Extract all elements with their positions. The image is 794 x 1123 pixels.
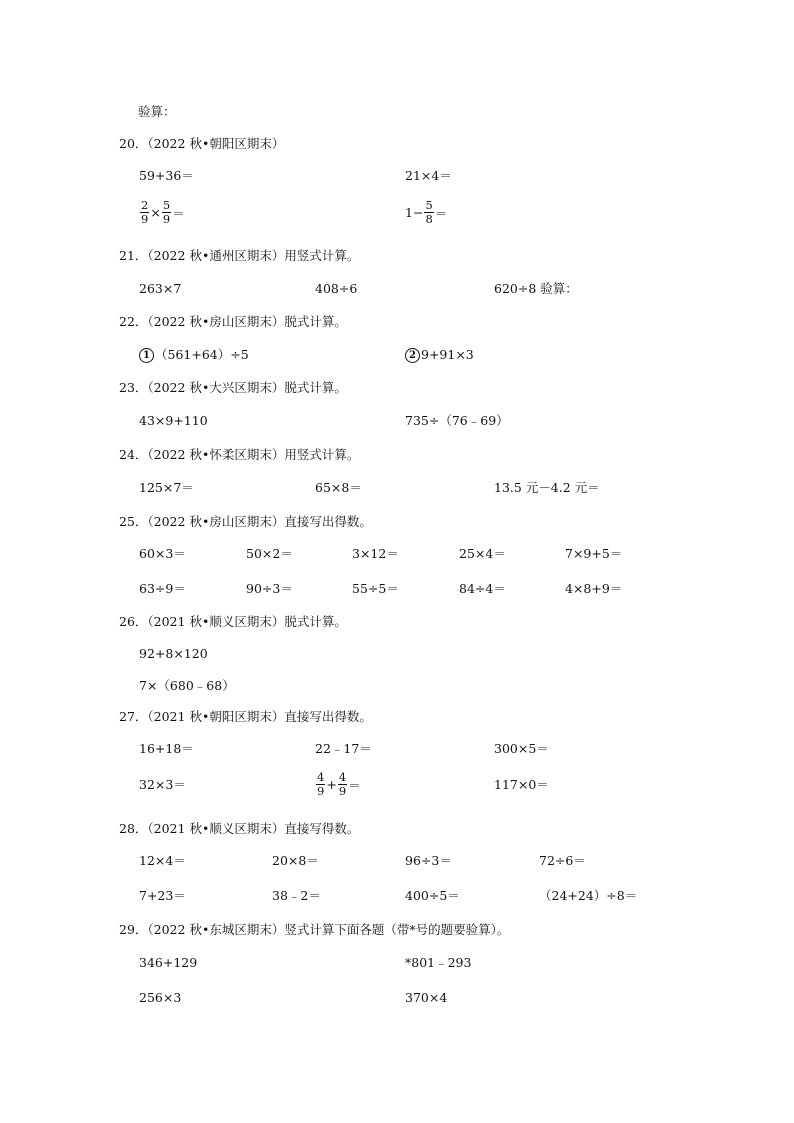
- fraction: $\frac{2}{9}$: [141, 198, 149, 226]
- fraction: $\frac{4}{9}$: [317, 770, 325, 798]
- q28-row2-item-3: 400÷5＝: [405, 888, 460, 903]
- q29-row1-item-1: 346+129: [139, 955, 198, 970]
- q25-row2-item-3: 55÷5＝: [352, 581, 399, 596]
- q20-item-2: 21×4＝: [405, 168, 452, 183]
- q25-row2-item-5: 4×8+9＝: [565, 581, 623, 596]
- q29-row2-item-2: 370×4: [405, 990, 448, 1005]
- q27-row1-item-2: 22﹣17＝: [315, 741, 372, 756]
- question-20-title: 20．（2022 秋•朝阳区期末）: [119, 136, 285, 151]
- q27-fraction-expr: [315, 771, 361, 798]
- q21-item-2: 408÷6: [315, 281, 358, 296]
- q23-item-1: 43×9+110: [139, 413, 208, 428]
- q28-row2-item-1: 7+23＝: [139, 888, 186, 903]
- q29-row1-item-2: *801﹣293: [405, 955, 472, 970]
- equals-sign: ＝: [434, 205, 448, 221]
- question-26-title: 26．（2021 秋•顺义区期末）脱式计算。: [119, 614, 347, 629]
- q26-item-2: 7×（680﹣68）: [139, 678, 235, 693]
- q27-row2-item-3: 117×0＝: [494, 777, 549, 792]
- operator: ×: [150, 205, 161, 220]
- q25-row1-item-2: 50×2＝: [246, 546, 293, 561]
- q28-row1-item-3: 96÷3＝: [405, 853, 452, 868]
- whole-number-minus: 1−: [405, 205, 424, 220]
- q24-item-3: 13.5 元－4.2 元＝: [494, 480, 600, 495]
- q26-item-1: 92+8×120: [139, 646, 208, 661]
- circled-number-1: 1: [139, 348, 154, 363]
- equals-sign: ＝: [348, 777, 361, 793]
- q25-row1-item-5: 7×9+5＝: [565, 546, 623, 561]
- fraction: $\frac{5}{9}$: [162, 198, 171, 226]
- q22-item-2: [405, 347, 474, 363]
- q22-expr-2: 9+91×3: [421, 347, 474, 362]
- q28-row1-item-1: 12×4＝: [139, 853, 186, 868]
- q28-row2-item-2: 38﹣2＝: [272, 888, 321, 903]
- question-23-title: 23．（2022 秋•大兴区期末）脱式计算。: [119, 380, 347, 395]
- q22-item-1: [139, 347, 249, 363]
- question-29-title: 29．（2022 秋•东城区期末）竖式计算下面各题（带*号的题要验算）。: [119, 922, 510, 937]
- q20-fraction-expr-2: [405, 199, 447, 226]
- fraction: $\frac{5}{8}$: [425, 198, 433, 226]
- q21-item-1: 263×7: [139, 281, 182, 296]
- q25-row1-item-3: 3×12＝: [352, 546, 399, 561]
- equals-sign: ＝: [172, 205, 185, 221]
- q28-row2-item-4: （24+24）÷8＝: [539, 888, 638, 903]
- question-25-title: 25．（2022 秋•房山区期末）直接写出得数。: [119, 514, 372, 529]
- circled-number-2: 2: [405, 348, 420, 363]
- q27-row2-item-1: 32×3＝: [139, 777, 186, 792]
- question-24-title: 24．（2022 秋•怀柔区期末）用竖式计算。: [119, 447, 360, 462]
- q25-row2-item-1: 63÷9＝: [139, 581, 186, 596]
- question-21-title: 21．（2022 秋•通州区期末）用竖式计算。: [119, 248, 360, 263]
- q28-row1-item-2: 20×8＝: [272, 853, 319, 868]
- q23-item-2: 735÷（76﹣69）: [405, 413, 509, 428]
- question-28-title: 28．（2021 秋•顺义区期末）直接写得数。: [119, 821, 360, 836]
- q21-item-3: 620÷8 验算：: [494, 281, 578, 296]
- q20-item-1: 59+36＝: [139, 168, 194, 183]
- q25-row1-item-1: 60×3＝: [139, 546, 186, 561]
- q24-item-1: 125×7＝: [139, 480, 194, 495]
- q25-row2-item-4: 84÷4＝: [459, 581, 506, 596]
- q28-row1-item-4: 72÷6＝: [539, 853, 586, 868]
- q22-expr-1: （561+64）÷5: [155, 347, 249, 362]
- q27-row1-item-1: 16+18＝: [139, 741, 194, 756]
- q27-row1-item-3: 300×5＝: [494, 741, 549, 756]
- q20-fraction-expr-1: [139, 199, 185, 226]
- check-label: 验算：: [138, 104, 176, 119]
- operator: +: [326, 777, 337, 792]
- question-27-title: 27．（2021 秋•朝阳区期末）直接写出得数。: [119, 709, 372, 724]
- q24-item-2: 65×8＝: [315, 480, 362, 495]
- fraction: $\frac{4}{9}$: [338, 770, 347, 798]
- question-22-title: 22．（2022 秋•房山区期末）脱式计算。: [119, 314, 347, 329]
- q25-row1-item-4: 25×4＝: [459, 546, 506, 561]
- q29-row2-item-1: 256×3: [139, 990, 182, 1005]
- q25-row2-item-2: 90÷3＝: [246, 581, 293, 596]
